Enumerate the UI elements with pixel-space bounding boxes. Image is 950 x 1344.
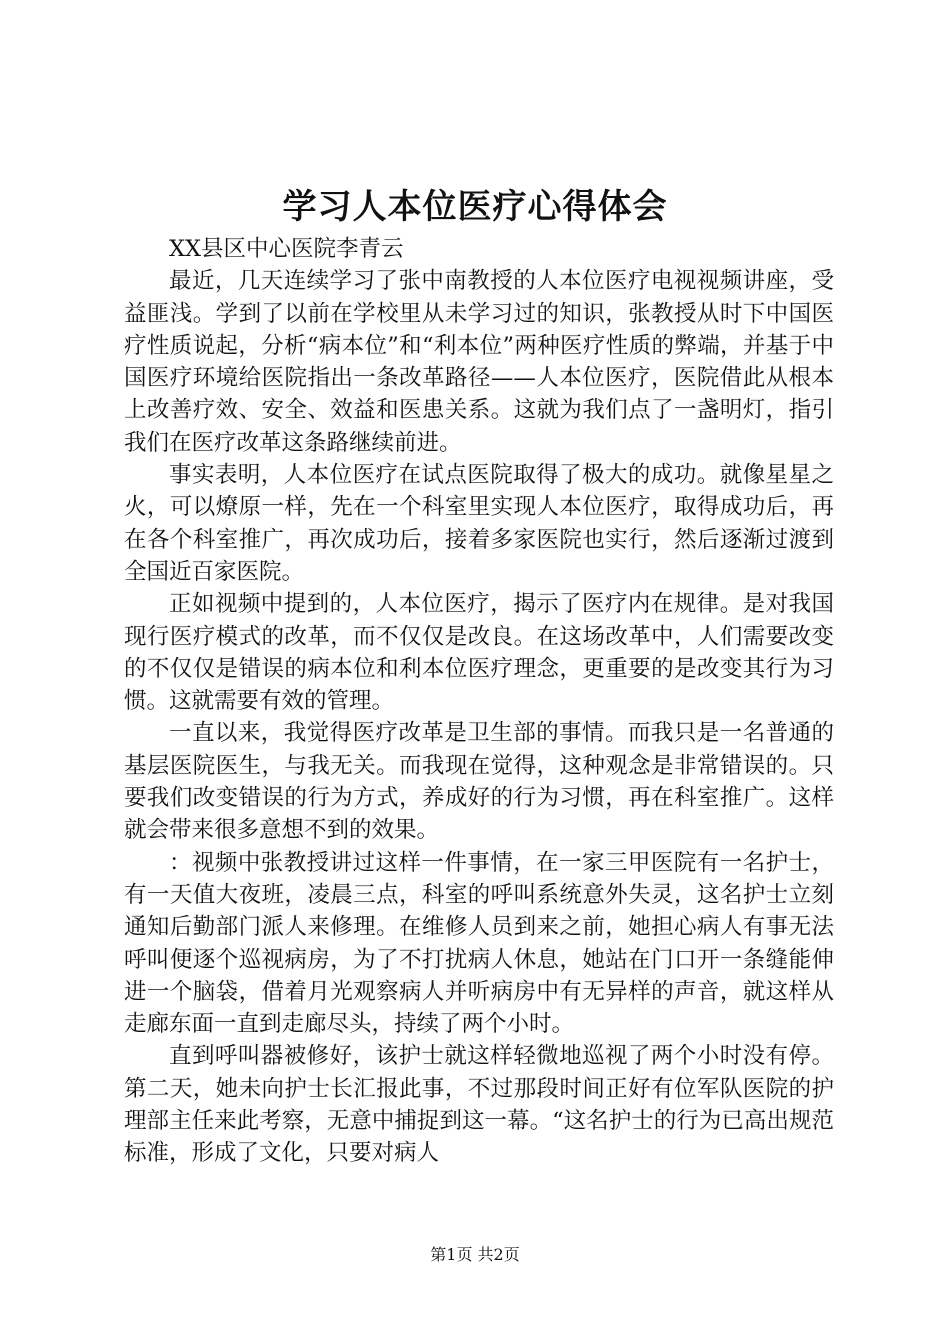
page-number-footer: 第1页 共2页 — [430, 1245, 520, 1264]
paragraph: 一直以来，我觉得医疗改革是卫生部的事情。而我只是一名普通的基层医院医生，与我无关。而我现在觉得，这种观念是非常错误的。只要我们改变错误的行为方式，养成好的行为习惯，再在科室推广。这样就会带来很多意想不到的效果。 — [124, 720, 834, 844]
paragraph: ：视频中张教授讲过这样一件事情，在一家三甲医院有一名护士，有一天值大夜班，凌晨三点，科室的呼叫系统意外失灵，这名护士立刻通知后勤部门派人来修理。在维修人员到来之前，她担心病人有事无法呼叫便逐个巡视病房，为了不打扰病人休息，她站在门口开一条缝能伸进一个脑袋，借着月光观察病人并听病房中有无异样的声音，就这样从走廊东面一直到走廊尽头，持续了两个小时。 — [124, 849, 834, 1038]
author-line: XX县区中心医院李青云 — [169, 236, 404, 262]
paragraph: 事实表明，人本位医疗在试点医院取得了极大的成功。就像星星之火，可以燎原一样，先在一个科室里实现人本位医疗，取得成功后，再在各个科室推广，再次成功后，接着多家医院也实行，然后逐渐过渡到全国近百家医院。 — [124, 462, 834, 585]
paragraph: 最近，几天连续学习了张中南教授的人本位医疗电视视频讲座，受益匪浅。学到了以前在学校里从未学习过的知识，张教授从时下中国医疗性质说起，分析“病本位”和“利本位”两种医疗性质的弊端，并基于中国医疗环境给医院指出一条改革路径——人本位医疗，医院借此从根本上改善疗效、安全、效益和医患关系。这就为我们点了一盏明灯，指引我们在医疗改革这条路继续前进。 — [124, 268, 834, 456]
document-body — [124, 233, 834, 1170]
paragraph: 直到呼叫器被修好，该护士就这样轻微地巡视了两个小时没有停。第二天，她未向护士长汇报此事，不过那段时间正好有位军队医院的护理部主任来此考察，无意中捕捉到这一幕。“这名护士的行为已高出规范标准，形成了文化，只要对病人 — [124, 1043, 834, 1167]
document-title: 学习人本位医疗心得体会 — [282, 187, 668, 227]
paragraph: 正如视频中提到的，人本位医疗，揭示了医疗内在规律。是对我国现行医疗模式的改革，而不仅仅是改良。在这场改革中，人们需要改变的不仅仅是错误的病本位和利本位医疗理念，更重要的是改变其行为习惯。这就需要有效的管理。 — [124, 591, 834, 715]
